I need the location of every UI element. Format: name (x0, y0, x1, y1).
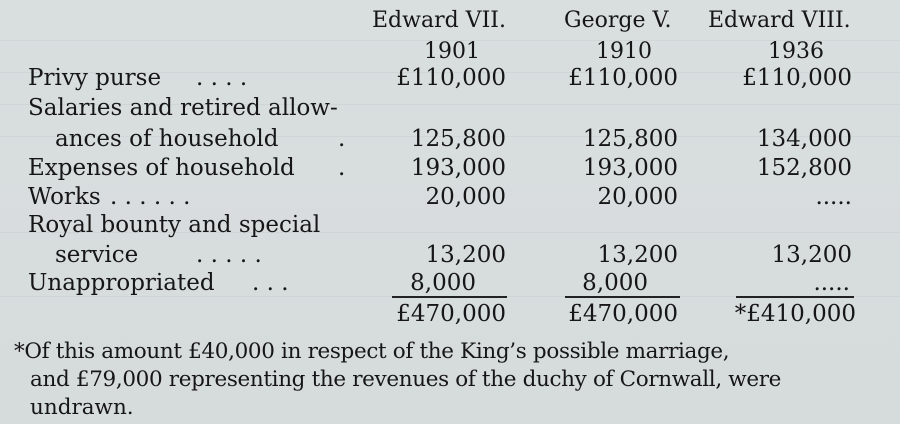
row-label-royal-bounty-line2: service (55, 242, 139, 268)
cell-privy-col3: £110,000 (742, 65, 852, 91)
footnote-line3: undrawn. (30, 395, 134, 420)
cell-privy-col1: £110,000 (396, 65, 506, 91)
row-label-expenses: Expenses of household (28, 155, 295, 181)
header-george-v: George V. (564, 8, 672, 33)
total-rule-col3 (736, 296, 854, 298)
cell-works-col1: 20,000 (425, 184, 506, 210)
row-label-salaries-line1: Salaries and retired allow- (28, 95, 338, 121)
cell-salaries-col2: 125,800 (582, 126, 678, 152)
row-label-works: Works (28, 184, 101, 210)
row-label-salaries-line2: ances of household (55, 126, 279, 152)
row-leader-salaries: . (338, 126, 346, 152)
footnote-line1: *Of this amount £40,000 in respect of the King’s possible marriage, (14, 339, 730, 364)
cell-service-col1: 13,200 (425, 242, 506, 268)
year-col1: 1901 (424, 39, 480, 64)
row-leader-unappropriated: . . . (252, 270, 289, 296)
cell-works-col2: 20,000 (597, 184, 678, 210)
row-label-privy-purse: Privy purse (28, 65, 162, 91)
cell-works-col3: ..... (815, 184, 852, 210)
cell-expenses-col2: 193,000 (582, 155, 678, 181)
total-col3: *£410,000 (734, 301, 856, 327)
total-col1: £470,000 (396, 301, 506, 327)
cell-expenses-col3: 152,800 (756, 155, 852, 181)
row-leader-expenses: . (338, 155, 346, 181)
cell-unappropriated-col2: 8,000 (582, 270, 648, 296)
cell-unappropriated-col3: ..... (813, 270, 850, 296)
footnote-line2: and £79,000 representing the revenues of the duchy of Cornwall, were (30, 367, 782, 392)
cell-service-col3: 13,200 (771, 242, 852, 268)
cell-expenses-col1: 193,000 (410, 155, 506, 181)
cell-salaries-col3: 134,000 (756, 126, 852, 152)
header-edward-vii: Edward VII. (372, 8, 506, 33)
cell-unappropriated-col1: 8,000 (410, 270, 476, 296)
cell-salaries-col1: 125,800 (410, 126, 506, 152)
total-rule-col2 (565, 296, 680, 298)
cell-privy-col2: £110,000 (568, 65, 678, 91)
cell-service-col2: 13,200 (597, 242, 678, 268)
row-leader-works: . . . . . . (110, 184, 191, 210)
total-rule-col1 (392, 296, 507, 298)
header-edward-viii: Edward VIII. (708, 8, 851, 33)
row-label-royal-bounty-line1: Royal bounty and special (28, 212, 321, 238)
row-leader-service: . . . . . (196, 242, 262, 268)
row-leader-privy-purse: . . . . (196, 65, 248, 91)
year-col3: 1936 (768, 39, 824, 64)
year-col2: 1910 (596, 39, 652, 64)
row-label-unappropriated: Unappropriated (28, 270, 215, 296)
total-col2: £470,000 (568, 301, 678, 327)
